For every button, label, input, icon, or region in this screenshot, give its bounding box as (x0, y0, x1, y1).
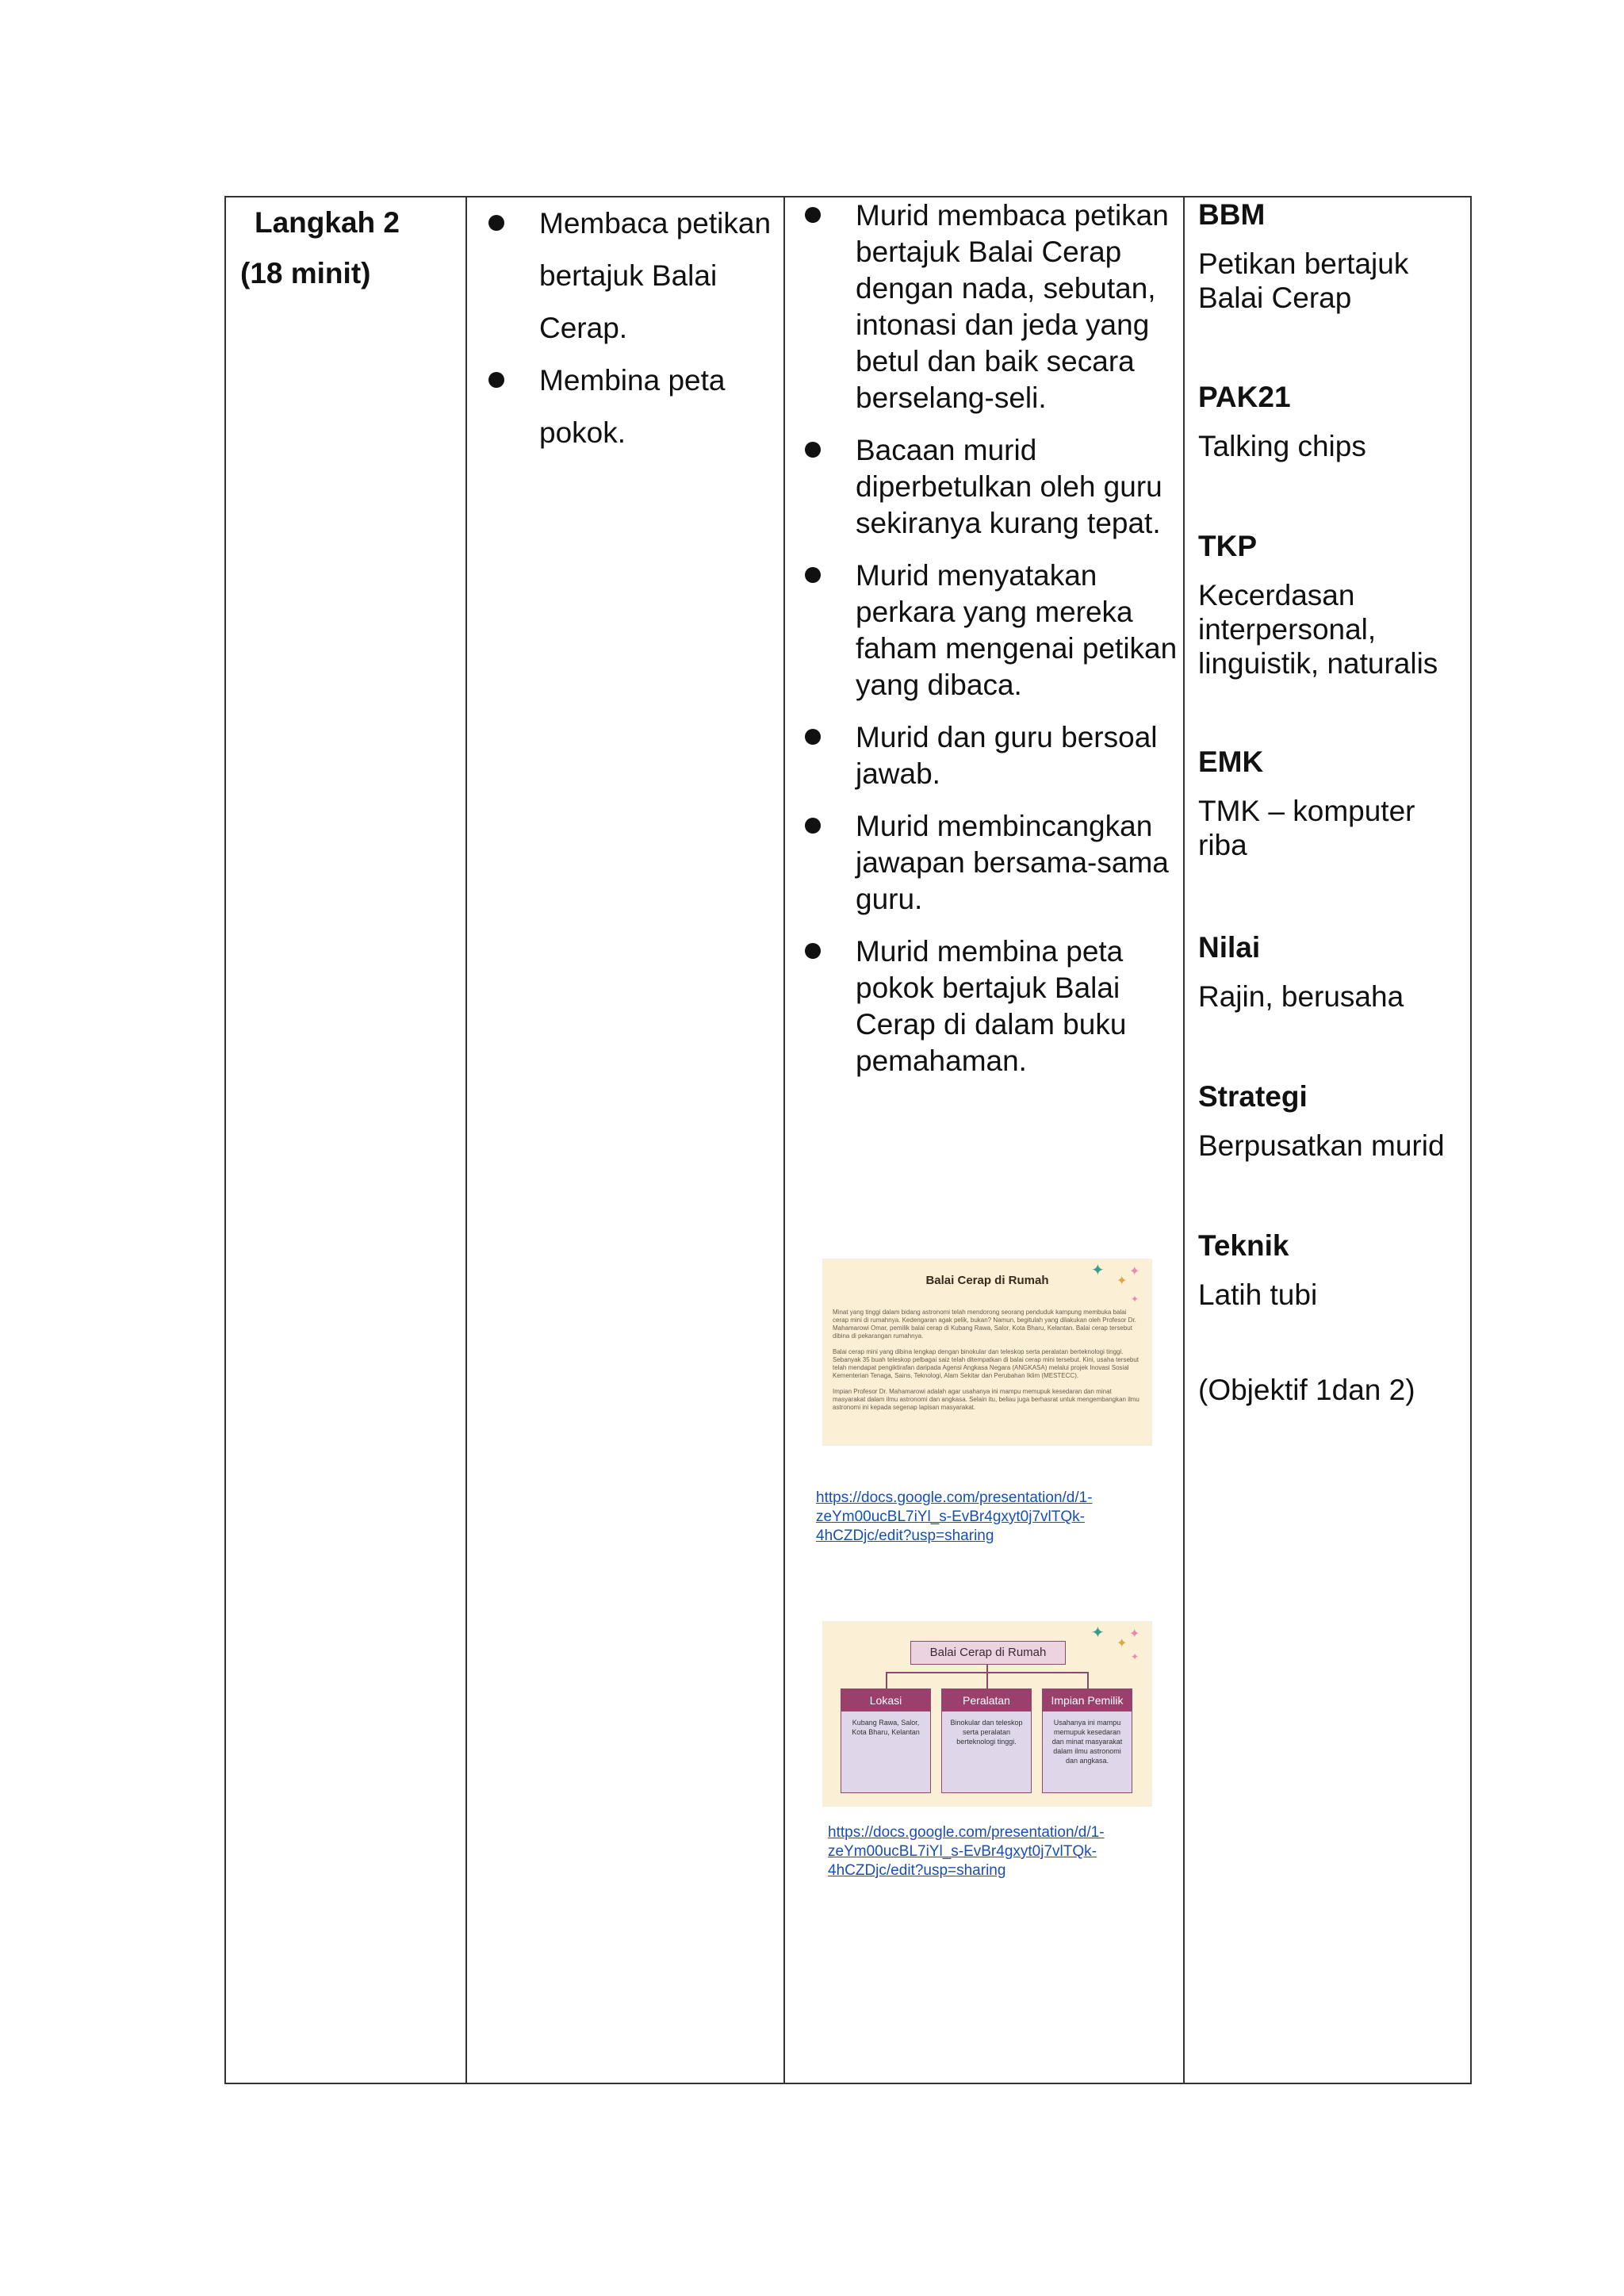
slide-passage (833, 1309, 1142, 1420)
slide-paragraph: Balai cerap mini yang dibina lengkap dengan binokular dan teleskop serta peralatan berteknologi tinggi. Sebanyak 35 buah teleskop pelbagai saiz telah ditempatkan di balai cerap mini tersebut. Kini, usaha tersebut telah mendapat pengiktirafan daripada Agensi Angkasa Negara (ANGKASA) melalui projek Inovasi Sosial Kementerian Tenaga, Sains, Teknologi, Alam Sekitar dan Perubahan Iklim (MESTECC). (833, 1348, 1139, 1379)
activity-item (800, 558, 1181, 703)
tree-connector (986, 1664, 988, 1672)
note-emk (1198, 745, 1465, 862)
note-value: Kecerdasan interpersonal, linguistik, naturalis (1198, 579, 1438, 680)
slide-thumbnail-passage (822, 1259, 1152, 1446)
activity-item (800, 197, 1181, 416)
note-label: Nilai (1198, 931, 1261, 964)
activity-text: Murid membaca petikan bertajuk Balai Cerap dengan nada, sebutan, intonasi dan jeda yang betul dan baik secara berselang-seli. (856, 199, 1169, 414)
sparkle-icon: ✦ (1091, 1262, 1105, 1279)
activity-item (800, 933, 1181, 1079)
activity-column (784, 197, 1184, 2083)
content-item-text: Membina peta pokok. (539, 364, 726, 449)
note-label: EMK (1198, 746, 1264, 778)
slide-paragraph: Minat yang tinggi dalam bidang astronomi telah mendorong seorang penduduk kampung membuka balai cerap mini di rumahnya. Kedengaran agak pelik, bukan? Namun, begitulah yang dilakukan oleh Profesor Dr. Mahamarowi Omar, pemilik balai cerap di Kubang Rawa, Salor, Kota Bharu, Kelantan. Balai cerap tersebut dibina di pekarangan rumahnya. (833, 1309, 1136, 1340)
note-bbm (1198, 197, 1465, 315)
bullet-icon (805, 207, 821, 223)
step-column (226, 197, 466, 2083)
note-label: TKP (1198, 530, 1257, 562)
objective-reference: (Objektif 1dan 2) (1198, 1374, 1415, 1406)
activity-text: Murid menyatakan perkara yang mereka faham mengenai petikan yang dibaca. (856, 559, 1178, 701)
note-teknik (1198, 1228, 1465, 1312)
note-value: TMK – komputer riba (1198, 795, 1415, 861)
activity-item (800, 432, 1181, 542)
tree-node-title: Peralatan (942, 1689, 1031, 1711)
tree-node-aspiration (1042, 1688, 1132, 1793)
note-value: Rajin, berusaha (1198, 980, 1404, 1013)
slide-paragraph: Impian Profesor Dr. Mahamarowi adalah agar usahanya ini mampu memupuk kesedaran dan minat masyarakat dalam ilmu astronomi dan angkasa. Selain itu, beliau juga berhasrat untuk mengembangkan ilmu astronomi ini kepada segenap lapisan masyarakat. (833, 1388, 1139, 1411)
activity-text: Murid membina peta pokok bertajuk Balai Cerap di dalam buku pemahaman. (856, 935, 1127, 1077)
tree-node-text: Kubang Rawa, Salor, Kota Bharu, Kelantan (852, 1719, 920, 1736)
activity-item (800, 719, 1181, 792)
note-pak21 (1198, 380, 1465, 463)
bullet-icon (805, 818, 821, 834)
activity-text: Murid membincangkan jawapan bersama-sama guru. (856, 810, 1169, 915)
sparkle-icon: ✦ (1091, 1624, 1105, 1642)
content-column (466, 197, 784, 2083)
note-label: PAK21 (1198, 381, 1291, 413)
note-value: Berpusatkan murid (1198, 1129, 1445, 1162)
tree-connector (986, 1672, 988, 1688)
sparkle-icon: ✦ (1116, 1274, 1128, 1288)
content-item (484, 355, 781, 459)
slide-thumbnail-tree-map (822, 1621, 1152, 1807)
note-label: BBM (1198, 198, 1266, 231)
note-strategi (1198, 1079, 1465, 1163)
tree-node-title: Lokasi (841, 1689, 930, 1711)
note-value: Petikan bertajuk Balai Cerap (1198, 247, 1409, 314)
sparkle-icon: ✦ (1129, 1627, 1140, 1641)
activity-list (800, 197, 1181, 1095)
note-label: Teknik (1198, 1229, 1289, 1262)
tree-node-text: Binokular dan teleskop serta peralatan berteknologi tinggi. (950, 1719, 1023, 1746)
bullet-icon (488, 215, 504, 231)
content-list (484, 197, 781, 459)
activity-text: Murid dan guru bersoal jawab. (856, 721, 1158, 790)
slide-link[interactable]: https://docs.google.com/presentation/d/1-zeYm00ucBL7iYl_s-EvBr4gxyt0j7vlTQk-4hCZDjc/edit?usp=sharing (816, 1489, 1093, 1544)
tree-connector (1087, 1672, 1089, 1688)
note-label: Strategi (1198, 1080, 1308, 1113)
sparkle-icon: ✦ (1131, 1294, 1139, 1305)
slide-title: Balai Cerap di Rumah (925, 1274, 1049, 1287)
bullet-icon (488, 372, 504, 388)
content-item (484, 197, 781, 355)
bullet-icon (805, 567, 821, 583)
note-value: Latih tubi (1198, 1278, 1318, 1311)
tree-node-equipment (941, 1688, 1032, 1793)
activity-text: Bacaan murid diperbetulkan oleh guru sekiranya kurang tepat. (856, 434, 1162, 539)
notes-column (1184, 197, 1470, 2083)
bullet-icon (805, 943, 821, 959)
note-value: Talking chips (1198, 430, 1366, 462)
sparkle-icon: ✦ (1129, 1265, 1140, 1278)
note-tkp (1198, 529, 1465, 680)
tree-node-text: Usahanya ini mampu memupuk kesedaran dan minat masyarakat dalam ilmu astronomi dan angkasa. (1051, 1719, 1123, 1765)
slide-link[interactable]: https://docs.google.com/presentation/d/1-zeYm00ucBL7iYl_s-EvBr4gxyt0j7vlTQk-4hCZDjc/edit?usp=sharing (828, 1824, 1105, 1879)
activity-item (800, 808, 1181, 918)
tree-node-location (841, 1688, 931, 1793)
bullet-icon (805, 442, 821, 458)
step-title: Langkah 2 (255, 206, 400, 239)
note-nilai (1198, 930, 1465, 1014)
tree-node-title: Impian Pemilik (1043, 1689, 1132, 1711)
sparkle-icon: ✦ (1131, 1651, 1139, 1662)
content-item-text: Membaca petikan bertajuk Balai Cerap. (539, 207, 772, 344)
bullet-icon (805, 729, 821, 745)
step-time: (18 minit) (240, 257, 371, 289)
sparkle-icon: ✦ (1116, 1637, 1128, 1650)
tree-connector (886, 1672, 887, 1688)
lesson-plan-table (224, 196, 1472, 2084)
tree-root: Balai Cerap di Rumah (910, 1641, 1066, 1665)
